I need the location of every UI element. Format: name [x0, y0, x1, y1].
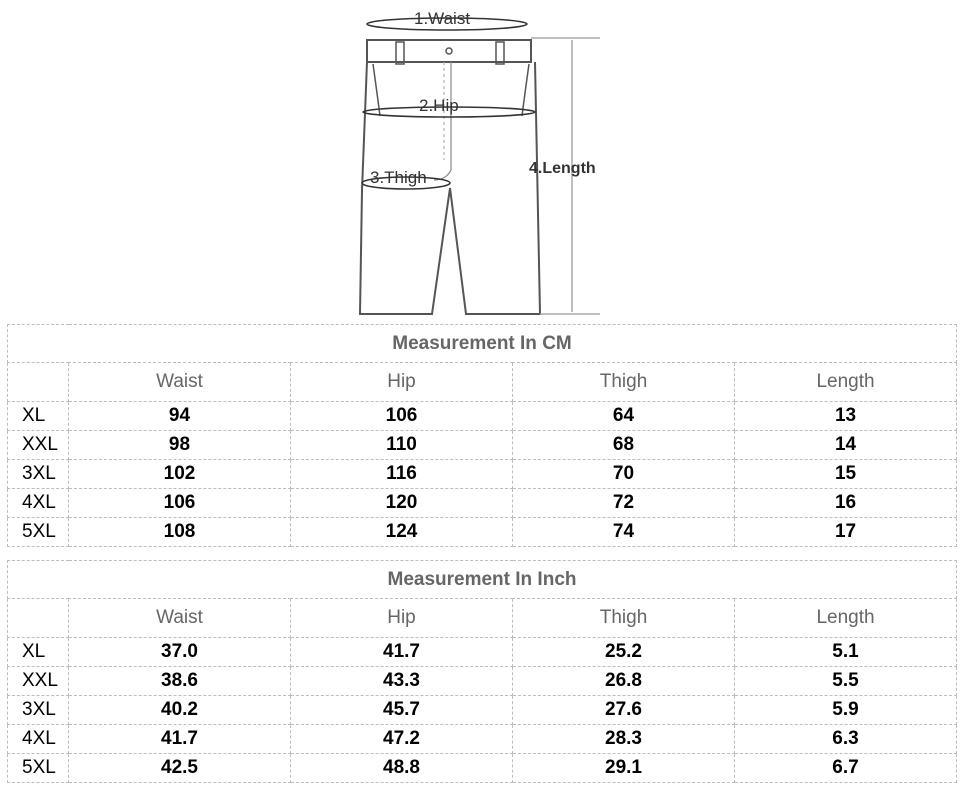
value-cell: 40.2 [69, 696, 291, 725]
value-cell: 41.7 [291, 638, 513, 667]
table-row [8, 696, 957, 725]
table-row [8, 667, 957, 696]
value-cell: 5.9 [735, 696, 957, 725]
value-cell: 98 [69, 431, 291, 460]
size-cell: XL [8, 402, 69, 431]
value-cell: 48.8 [291, 754, 513, 783]
value-cell: 37.0 [69, 638, 291, 667]
header-cell: Waist [69, 363, 291, 402]
header-cell [8, 363, 69, 402]
value-cell: 6.3 [735, 725, 957, 754]
size-cell: 3XL [8, 696, 69, 725]
header-cell: Length [735, 599, 957, 638]
value-cell: 16 [735, 489, 957, 518]
value-cell: 108 [69, 518, 291, 547]
header-cell: Thigh [513, 363, 735, 402]
cm-measurement-table [7, 324, 957, 547]
value-cell: 116 [291, 460, 513, 489]
waist-label: 1.Waist [414, 9, 471, 28]
size-cell: 5XL [8, 754, 69, 783]
value-cell: 17 [735, 518, 957, 547]
value-cell: 29.1 [513, 754, 735, 783]
value-cell: 38.6 [69, 667, 291, 696]
length-label: 4.Length [529, 160, 596, 177]
size-cell: XXL [8, 667, 69, 696]
header-cell: Length [735, 363, 957, 402]
value-cell: 26.8 [513, 667, 735, 696]
cm-table-title: Measurement In CM [8, 325, 957, 363]
value-cell: 15 [735, 460, 957, 489]
value-cell: 124 [291, 518, 513, 547]
table-row [8, 518, 957, 547]
value-cell: 72 [513, 489, 735, 518]
header-cell: Hip [291, 599, 513, 638]
header-cell: Hip [291, 363, 513, 402]
value-cell: 74 [513, 518, 735, 547]
inch-table-title: Measurement In Inch [8, 561, 957, 599]
size-cell: 5XL [8, 518, 69, 547]
value-cell: 68 [513, 431, 735, 460]
value-cell: 94 [69, 402, 291, 431]
header-cell: Waist [69, 599, 291, 638]
table-row [8, 460, 957, 489]
value-cell: 110 [291, 431, 513, 460]
inch-measurement-table [7, 560, 957, 783]
value-cell: 102 [69, 460, 291, 489]
value-cell: 64 [513, 402, 735, 431]
value-cell: 70 [513, 460, 735, 489]
inch-header-row [8, 599, 957, 638]
table-row [8, 402, 957, 431]
shorts-illustration [0, 0, 962, 322]
value-cell: 5.5 [735, 667, 957, 696]
value-cell: 27.6 [513, 696, 735, 725]
value-cell: 25.2 [513, 638, 735, 667]
value-cell: 14 [735, 431, 957, 460]
value-cell: 13 [735, 402, 957, 431]
size-cell: 4XL [8, 489, 69, 518]
size-cell: 3XL [8, 460, 69, 489]
thigh-label: 3.Thigh [370, 168, 427, 187]
table-row [8, 725, 957, 754]
value-cell: 41.7 [69, 725, 291, 754]
table-row [8, 431, 957, 460]
value-cell: 120 [291, 489, 513, 518]
size-cell: 4XL [8, 725, 69, 754]
size-cell: XXL [8, 431, 69, 460]
value-cell: 6.7 [735, 754, 957, 783]
value-cell: 28.3 [513, 725, 735, 754]
header-cell: Thigh [513, 599, 735, 638]
cm-header-row [8, 363, 957, 402]
value-cell: 106 [69, 489, 291, 518]
value-cell: 45.7 [291, 696, 513, 725]
size-cell: XL [8, 638, 69, 667]
value-cell: 5.1 [735, 638, 957, 667]
value-cell: 47.2 [291, 725, 513, 754]
value-cell: 42.5 [69, 754, 291, 783]
table-row [8, 754, 957, 783]
table-row [8, 489, 957, 518]
shorts-measurement-diagram [0, 0, 962, 322]
header-cell [8, 599, 69, 638]
value-cell: 106 [291, 402, 513, 431]
value-cell: 43.3 [291, 667, 513, 696]
hip-label: 2.Hip [419, 96, 459, 115]
table-row [8, 638, 957, 667]
